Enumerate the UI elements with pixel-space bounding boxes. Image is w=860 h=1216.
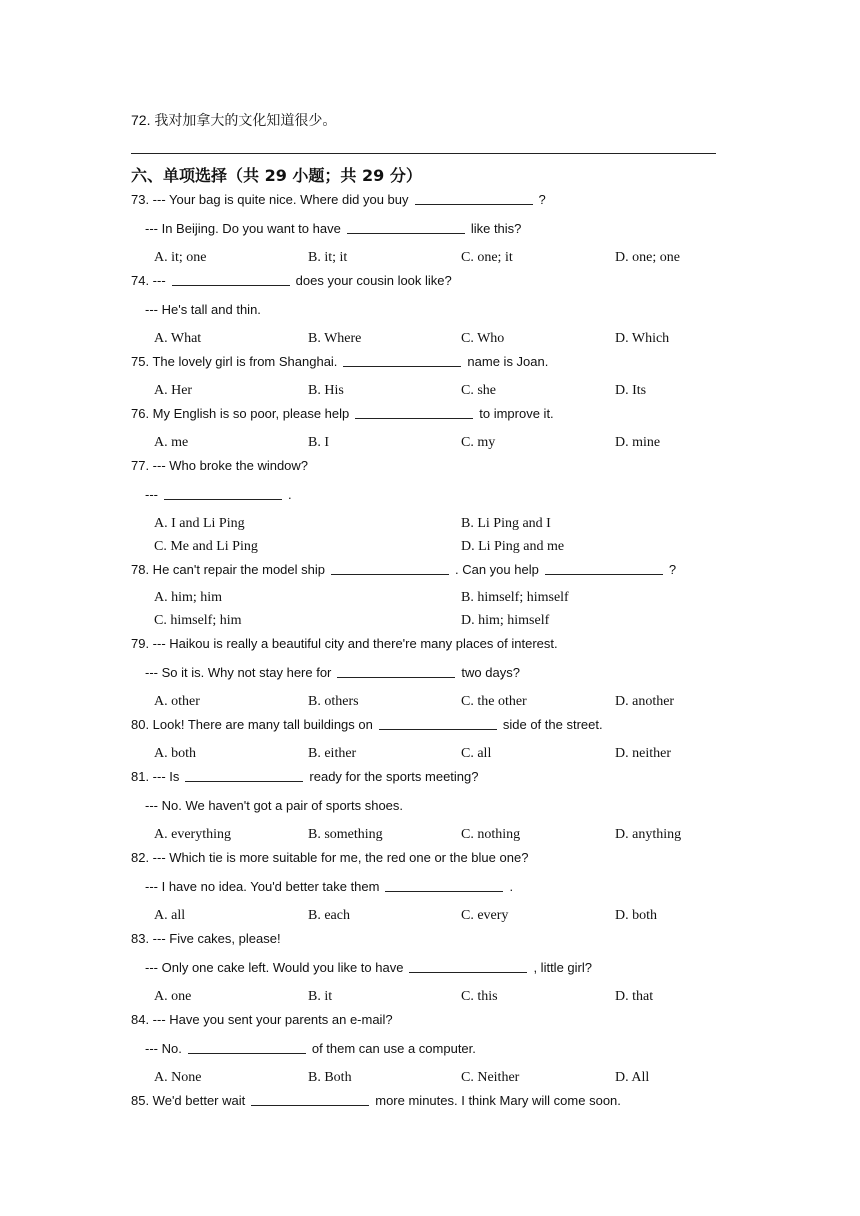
question-83-stem: 83. --- Five cakes, please! (131, 931, 281, 946)
question-82-stem: 82. --- Which tie is more suitable for me, the red one or the blue one? (131, 850, 529, 865)
option-b: B. His (308, 383, 344, 398)
question-72: 72. 我对加拿大的文化知道很少。 (131, 112, 337, 128)
option-a: A. None (154, 1070, 202, 1085)
option-d: D. one; one (615, 250, 680, 265)
answer-blank[interactable] (188, 1041, 306, 1054)
question-74-reply: --- He's tall and thin. (145, 302, 261, 317)
question-83-reply: --- Only one cake left. Would you like to have , little girl? (145, 960, 592, 975)
answer-blank[interactable] (343, 354, 461, 367)
option-d: D. Li Ping and me (461, 539, 565, 554)
answer-blank[interactable] (337, 665, 455, 678)
option-a: A. Her (154, 383, 193, 398)
option-a: A. both (154, 746, 196, 761)
option-c: C. all (461, 746, 492, 761)
option-a: A. What (154, 331, 202, 346)
option-b: B. Where (308, 331, 362, 346)
option-b: B. each (308, 908, 350, 923)
option-c: C. every (461, 908, 509, 923)
option-c: C. himself; him (154, 613, 242, 628)
option-c: C. this (461, 989, 498, 1004)
option-b: B. himself; himself (461, 590, 569, 605)
answer-blank[interactable] (545, 562, 663, 575)
answer-blank[interactable] (415, 192, 533, 205)
answer-blank[interactable] (379, 717, 497, 730)
question-77-reply: --- . (145, 487, 292, 502)
question-79-stem: 79. --- Haikou is really a beautiful city and there're many places of interest. (131, 636, 558, 651)
answer-blank[interactable] (409, 960, 527, 973)
option-c: C. nothing (461, 827, 521, 842)
option-d: D. Which (615, 331, 670, 346)
answer-blank[interactable] (251, 1093, 369, 1106)
option-a: A. him; him (154, 590, 223, 605)
option-b: B. either (308, 746, 357, 761)
question-82-reply: --- I have no idea. You'd better take them . (145, 879, 514, 894)
answer-blank[interactable] (347, 221, 465, 234)
question-80-stem: 80. Look! There are many tall buildings on side of the street. (131, 717, 603, 732)
option-d: D. Its (615, 383, 647, 398)
question-78-stem: 78. He can't repair the model ship . Can you help ? (131, 562, 677, 577)
answer-blank[interactable] (385, 879, 503, 892)
option-d: D. both (615, 908, 657, 923)
question-77-stem: 77. --- Who broke the window? (131, 458, 309, 473)
option-b: B. something (308, 827, 383, 842)
option-d: D. another (615, 694, 675, 709)
divider-line (131, 153, 716, 154)
option-b: B. it; it (308, 250, 348, 265)
option-a: A. other (154, 694, 200, 709)
answer-blank[interactable] (172, 273, 290, 286)
question-73-reply: --- In Beijing. Do you want to have like this? (145, 221, 522, 236)
option-d: D. him; himself (461, 613, 550, 628)
option-b: B. Li Ping and I (461, 516, 551, 531)
option-d: D. that (615, 989, 654, 1004)
question-73-stem: 73. --- Your bag is quite nice. Where did you buy ? (131, 192, 546, 207)
question-76-stem: 76. My English is so poor, please help to improve it. (131, 406, 554, 421)
answer-blank[interactable] (355, 406, 473, 419)
option-a: A. I and Li Ping (154, 516, 245, 531)
option-b: B. it (308, 989, 333, 1004)
option-a: A. everything (154, 827, 231, 842)
answer-blank[interactable] (185, 769, 303, 782)
answer-blank[interactable] (164, 487, 282, 500)
answer-blank[interactable] (331, 562, 449, 575)
question-81-reply: --- No. We haven't got a pair of sports shoes. (145, 798, 404, 813)
question-79-reply: --- So it is. Why not stay here for two days? (145, 665, 520, 680)
option-a: A. me (154, 435, 189, 450)
option-d: D. neither (615, 746, 671, 761)
option-c: C. she (461, 383, 496, 398)
option-c: C. one; it (461, 250, 513, 265)
section-title: 六、单项选择（共 29 小题；共 29 分） (131, 166, 422, 185)
option-a: A. it; one (154, 250, 207, 265)
question-81-stem: 81. --- Is ready for the sports meeting? (131, 769, 479, 784)
question-75-stem: 75. The lovely girl is from Shanghai. name is Joan. (131, 354, 549, 369)
option-b: B. Both (308, 1070, 352, 1085)
option-d: D. mine (615, 435, 661, 450)
option-b: B. I (308, 435, 329, 450)
question-85-stem: 85. We'd better wait more minutes. I think Mary will come soon. (131, 1093, 621, 1108)
option-d: D. anything (615, 827, 682, 842)
option-c: C. the other (461, 694, 527, 709)
question-84-stem: 84. --- Have you sent your parents an e-mail? (131, 1012, 393, 1027)
option-b: B. others (308, 694, 359, 709)
option-d: D. All (615, 1070, 650, 1085)
option-c: C. Neither (461, 1070, 520, 1085)
question-84-reply: --- No. of them can use a computer. (145, 1041, 476, 1056)
option-c: C. my (461, 435, 496, 450)
question-74-stem: 74. --- does your cousin look like? (131, 273, 452, 288)
option-a: A. all (154, 908, 186, 923)
option-c: C. Me and Li Ping (154, 539, 258, 554)
option-c: C. Who (461, 331, 505, 346)
option-a: A. one (154, 989, 192, 1004)
